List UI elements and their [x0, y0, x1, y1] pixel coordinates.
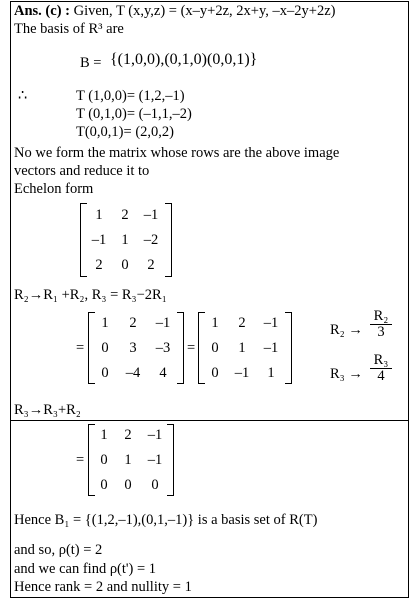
matrix-cell: 0: [100, 452, 108, 468]
r3-numerator: R₃: [370, 353, 392, 369]
equals-sign: =: [76, 452, 85, 468]
matrix-cell: –1: [263, 315, 279, 331]
matrix-cell: 1: [121, 232, 129, 248]
rank-nullity: Hence rank = 2 and nullity = 1: [14, 579, 192, 595]
matrix-step-1: [88, 312, 184, 384]
matrix-initial: [80, 203, 172, 277]
equals-sign: =: [76, 340, 85, 356]
matrix-cell: 1: [238, 340, 246, 356]
matrix-cell: –4: [125, 365, 141, 381]
answer-label: Ans. (c) :: [14, 3, 70, 19]
matrix-cell: –2: [143, 232, 159, 248]
matrix-cell: 0: [100, 477, 108, 493]
row-ops-1: R₂→R₁ +R₂, R₃ = R₃−2R₁: [14, 287, 167, 303]
matrix-cell: 0: [211, 365, 219, 381]
r3-fraction: [370, 353, 392, 384]
matrix-cell: –1: [234, 365, 250, 381]
basis-set: {(1,0,0),(0,1,0)(0,0,1)}: [110, 51, 258, 68]
hence-basis: Hence B₁ = {(1,2,–1),(0,1,–1)} is a basis set of R(T): [14, 512, 318, 528]
equals-sign: =: [187, 340, 196, 356]
matrix-cell: 2: [238, 315, 246, 331]
matrix-cell: 2: [124, 427, 132, 443]
matrix-cell: 0: [121, 257, 129, 273]
matrix-cell: 3: [129, 340, 137, 356]
matrix-cell: 0: [101, 340, 109, 356]
basis-intro: The basis of R³ are: [14, 21, 124, 37]
image-line-1: T (1,0,0)= (1,2,–1): [76, 88, 185, 104]
para-line-1: No we form the matrix whose rows are the above image: [14, 145, 340, 161]
answer-heading: [14, 3, 335, 19]
matrix-cell: 2: [147, 257, 155, 273]
matrix-cell: 1: [124, 452, 132, 468]
matrix-cell: 0: [124, 477, 132, 493]
matrix-cell: –1: [143, 207, 159, 223]
matrix-cell: –1: [263, 340, 279, 356]
matrix-cell: 1: [267, 365, 275, 381]
matrix-cell: –3: [155, 340, 171, 356]
r2-denominator: 3: [377, 324, 385, 340]
matrix-cell: 0: [151, 477, 159, 493]
matrix-cell: 0: [211, 340, 219, 356]
matrix-cell: 4: [159, 365, 167, 381]
matrix-cell: 2: [95, 257, 103, 273]
matrix-cell: 1: [100, 427, 108, 443]
matrix-step-2: [198, 312, 292, 384]
matrix-cell: 1: [211, 315, 219, 331]
r2-numerator: R₂: [370, 309, 392, 325]
matrix-cell: 0: [101, 365, 109, 381]
matrix-cell: 1: [95, 207, 103, 223]
r2-fraction: [370, 309, 392, 340]
row-ops-2: R₃→R₃+R₂: [14, 402, 81, 418]
r3-denominator: 4: [377, 368, 385, 384]
image-line-2: T (0,1,0)= (–1,1,–2): [76, 106, 192, 122]
r2-op-label: R₂ →: [330, 322, 363, 338]
therefore-symbol: ∴: [18, 88, 28, 104]
matrix-cell: –1: [91, 232, 107, 248]
r3-op-label: R₃ →: [330, 366, 363, 382]
para-line-2: vectors and reduce it to: [14, 163, 150, 179]
matrix-cell: –1: [147, 427, 163, 443]
matrix-cell: 2: [129, 315, 137, 331]
rho-t: and so, ρ(t) = 2: [14, 542, 103, 558]
matrix-cell: 1: [101, 315, 109, 331]
matrix-cell: –1: [147, 452, 163, 468]
matrix-cell: –1: [155, 315, 171, 331]
given-text: Given, T (x,y,z) = (x–y+2z, 2x+y, –x–2y+2z): [73, 3, 336, 19]
echelon-label: Echelon form: [14, 181, 94, 197]
basis-lhs: B =: [80, 55, 102, 71]
matrix-echelon: [88, 424, 174, 496]
image-line-3: T(0,0,1)= (2,0,2): [76, 124, 174, 140]
matrix-cell: 2: [121, 207, 129, 223]
rho-t-prime: and we can find ρ(t') = 1: [14, 561, 157, 577]
